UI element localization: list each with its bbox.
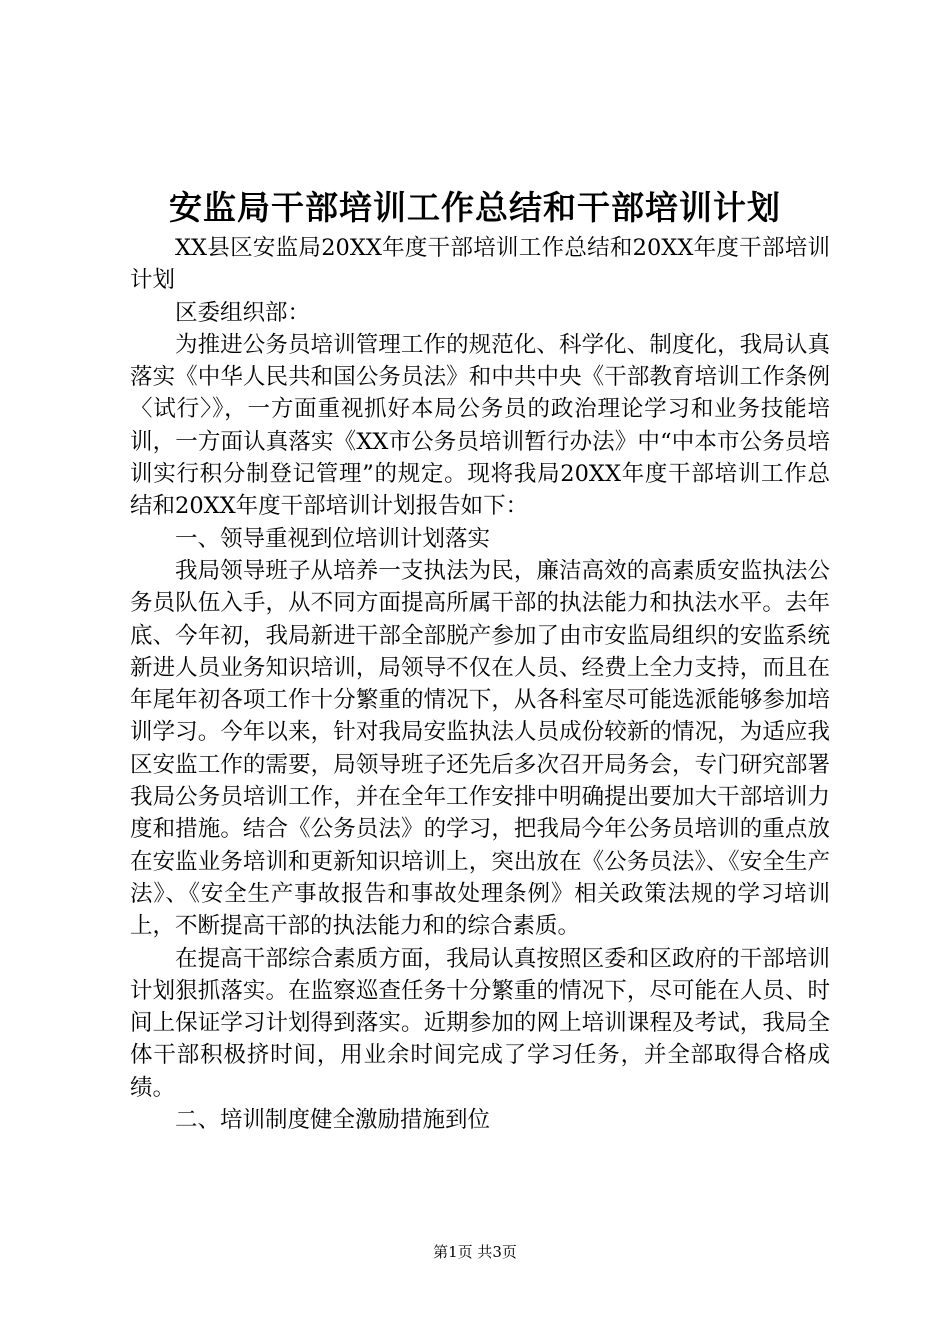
document-body xyxy=(130,232,830,1136)
paragraph-heading-line: XX县区安监局20XX年度干部培训工作总结和20XX年度干部培训计划 xyxy=(130,235,830,294)
paragraph-addressee: 区委组织部： xyxy=(175,299,311,326)
paragraph-intro: 为推进公务员培训管理工作的规范化、科学化、制度化，我局认真落实《中华人民共和国公务员法》和中共中央《干部教育培训工作条例〈试行〉》，一方面重视抓好本局公务员的政治理论学习和业务技能培训，一方面认真落实《XX市公务员培训暂行办法》中“中本市公务员培训实行积分制登记管理”的规定。现将我局20XX年度干部培训工作总结和20XX年度干部培训计划报告如下： xyxy=(130,331,830,520)
page-footer: 第1页 共3页 xyxy=(433,1243,517,1261)
section-heading-1: 一、领导重视到位培训计划落实 xyxy=(175,525,491,552)
document-title: 安监局干部培训工作总结和干部培训计划 xyxy=(169,188,781,227)
paragraph-section1-body: 我局领导班子从培养一支执法为民，廉洁高效的高素质安监执法公务员队伍入手，从不同方面提高所属干部的执法能力和执法水平。去年底、今年初，我局新进干部全部脱产参加了由市安监局组织的安监系统新进人员业务知识培训，局领导不仅在人员、经费上全力支持，而且在年尾年初各项工作十分繁重的情况下，从各科室尽可能选派能够参加培训学习。今年以来，针对我局安监执法人员成份较新的情况，为适应我区安监工作的需要，局领导班子还先后多次召开局务会，专门研究部署我局公务员培训工作，并在全年工作安排中明确提出要加大干部培训力度和措施。结合《公务员法》的学习，把我局今年公务员培训的重点放在安监业务培训和更新知识培训上，突出放在《公务员法》、《安全生产法》、《安全生产事故报告和事故处理条例》相关政策法规的学习培训上，不断提高干部的执法能力和的综合素质。 xyxy=(130,557,830,940)
paragraph-section1-quality: 在提高干部综合素质方面，我局认真按照区委和区政府的干部培训计划狠抓落实。在监察巡查任务十分繁重的情况下，尽可能在人员、时间上保证学习计划得到落实。近期参加的网上培训课程及考试，我局全体干部积极挤时间，用业余时间完成了学习任务，并全部取得合格成绩。 xyxy=(130,945,830,1101)
section-heading-2: 二、培训制度健全激励措施到位 xyxy=(175,1107,491,1134)
